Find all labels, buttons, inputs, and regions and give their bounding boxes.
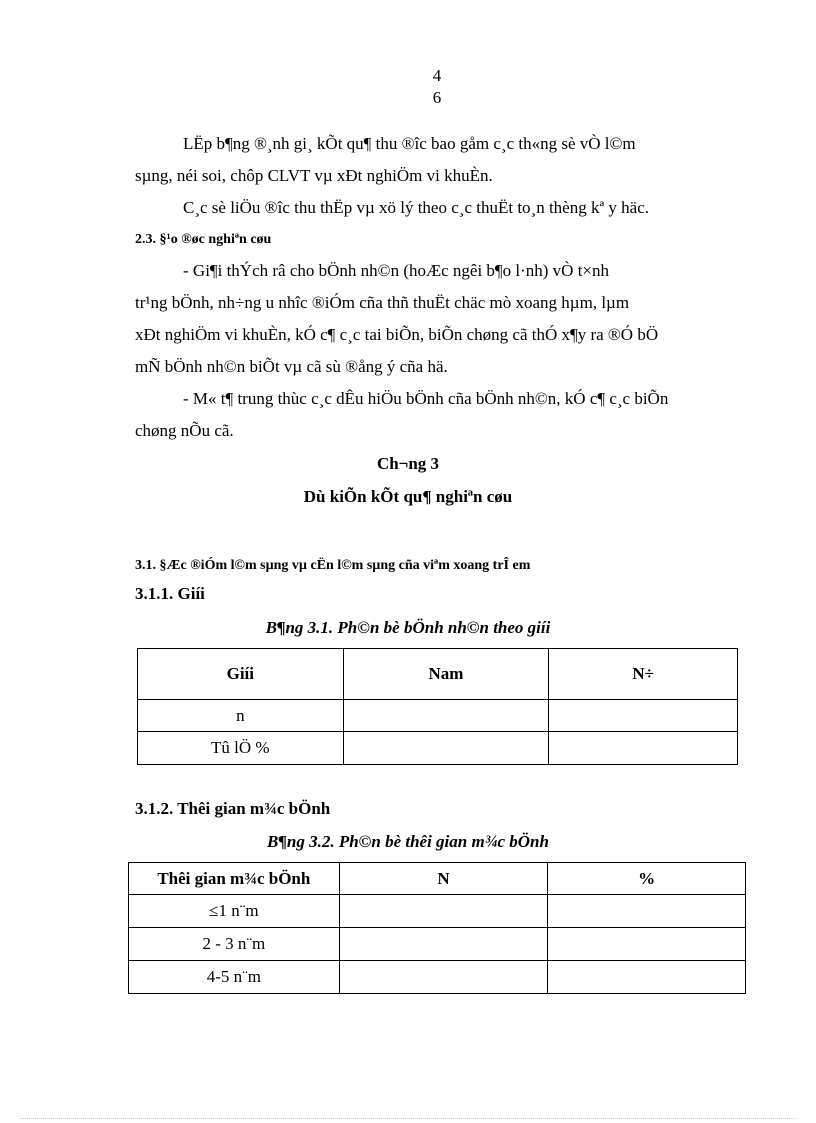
page-number-bottom: 6 xyxy=(432,88,442,107)
subsection-heading: 3.1.2. Thêi gian m¾c bÖnh xyxy=(135,799,331,818)
table-cell xyxy=(339,895,548,928)
gender-table xyxy=(137,648,738,765)
table-cell xyxy=(548,928,746,961)
table-header-cell: N xyxy=(339,863,548,895)
table-cell xyxy=(339,961,548,994)
table-cell: 4-5 n¨m xyxy=(129,961,340,994)
table-header-cell: Thêi gian m¾c bÖnh xyxy=(129,863,340,895)
page-number-top: 4 xyxy=(432,66,442,85)
table-header-cell: % xyxy=(548,863,746,895)
table-cell xyxy=(343,732,549,765)
table-caption: B¶ng 3.2. Ph©n bè thêi gian m¾c bÖnh xyxy=(267,832,549,851)
section-heading: 3.1. §Æc ®iÓm l©m sµng vµ cËn l©m sµng cña viªm xoang trÎ em xyxy=(135,558,531,573)
paragraph-line: mÑ bÖnh nh©n biÕt vµ cã sù ®ång ý cña hä. xyxy=(135,357,448,376)
paragraph-line: - M« t¶ trung thùc c¸c dÊu hiÖu bÖnh cña bÖnh nh©n, kÓ c¶ c¸c biÕn xyxy=(183,389,669,408)
paragraph-line: LËp b¶ng ®¸nh gi¸ kÕt qu¶ thu ®îc bao gåm c¸c th«ng sè vÒ l©m xyxy=(183,134,636,153)
table-cell xyxy=(548,961,746,994)
paragraph-line: chøng nÕu cã. xyxy=(135,421,234,440)
paragraph-line: sµng, néi soi, chôp CLVT vµ xÐt nghiÖm vi khuÈn. xyxy=(135,166,493,185)
table-cell xyxy=(339,928,548,961)
table-cell: n xyxy=(138,700,344,732)
table-cell xyxy=(548,895,746,928)
disease-duration-table xyxy=(128,862,746,994)
paragraph-line: tr¹ng bÖnh, nh÷ng u nhîc ®iÓm cña thñ thuËt chäc mò xoang hµm, lµm xyxy=(135,293,630,312)
table-cell xyxy=(343,700,549,732)
subsection-heading: 3.1.1. Giíi xyxy=(135,584,205,603)
paragraph-line: C¸c sè liÖu ®îc thu thËp vµ xö lý theo c¸c thuËt to¸n thèng kª y häc. xyxy=(183,198,649,217)
paragraph-line: - Gi¶i thÝch râ cho bÖnh nh©n (hoÆc ngêi b¶o l·nh) vÒ t×nh xyxy=(183,261,610,280)
table-header-cell: Giíi xyxy=(138,649,344,700)
table-cell xyxy=(549,700,738,732)
table-cell: 2 - 3 n¨m xyxy=(129,928,340,961)
table-cell: Tû lÖ % xyxy=(138,732,344,765)
paragraph-line: xÐt nghiÖm vi khuÈn, kÓ c¶ c¸c tai biÕn, biÕn chøng cã thÓ x¶y ra ®Ó bÖ xyxy=(135,325,659,344)
chapter-title: Ch¬ng 3 xyxy=(376,454,440,473)
page-bottom-divider xyxy=(20,1118,796,1119)
chapter-subtitle: Dù kiÕn kÕt qu¶ nghiªn cøu xyxy=(303,487,513,506)
table-header-cell: N÷ xyxy=(549,649,738,700)
section-heading: 2.3. §¹o ®øc nghiªn cøu xyxy=(135,232,272,247)
table-cell: ≤1 n¨m xyxy=(129,895,340,928)
table-caption: B¶ng 3.1. Ph©n bè bÖnh nh©n theo giíi xyxy=(265,618,551,637)
table-cell xyxy=(549,732,738,765)
table-header-cell: Nam xyxy=(343,649,549,700)
